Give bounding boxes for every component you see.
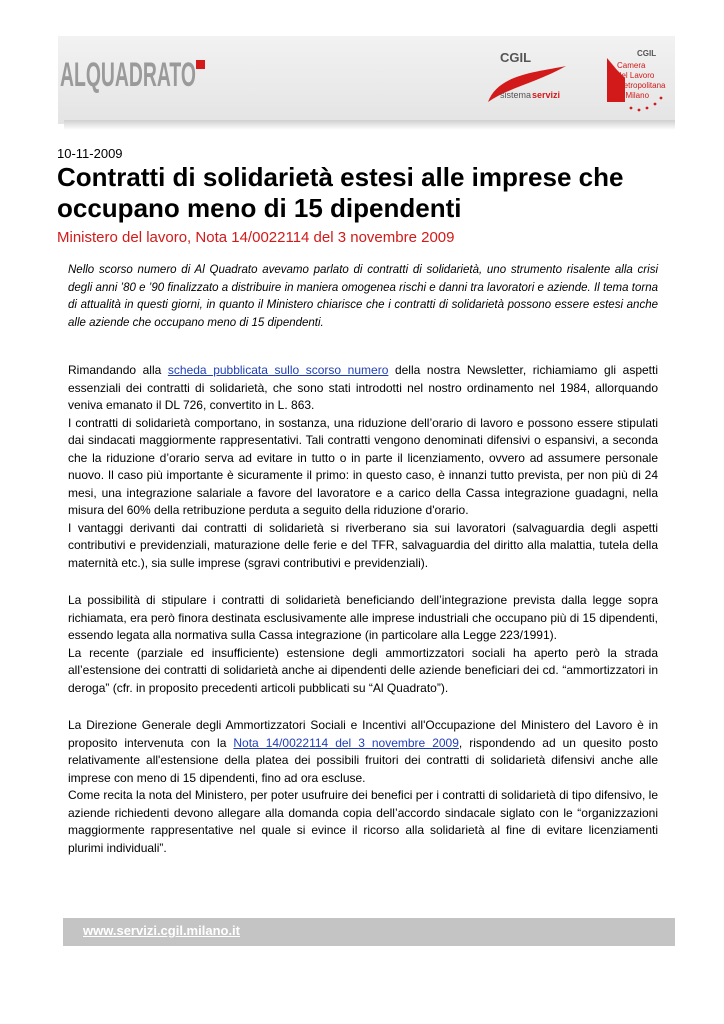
article-title: Contratti di solidarietà estesi alle imprese che occupano meno di 15 dipendenti [57, 162, 624, 223]
paragraph-3: I vantaggi derivanti dai contratti di solidarietà si riverberano sia sui lavoratori (salvaguardia degli aspetti contributivi e previdenziali, maturazione delle ferie e del TFR, salvaguardia del diritto alla malattia, tutela della maternità etc.), sia sulle imprese (sgravi contributivi e previdenziali). [68, 520, 658, 570]
camera-del-lavoro-logo [603, 44, 673, 120]
footer-bar [63, 918, 675, 946]
p1-text-before: Rimandando alla [68, 363, 168, 377]
paragraph-1 [68, 362, 658, 415]
camera-line-1: Camera [617, 61, 646, 70]
sistema-text: sistema [500, 90, 532, 100]
article-intro: Nello scorso numero di Al Quadrato avevamo parlato di contratti di solidarietà, uno strumento risalente alla crisi degli anni ’80 e ’90 finalizzato a distribuire in maniera omogenea rischi e danni tra lavoratori e aziende. Il tema torna di attualità in questi giorni, in quanto il Ministero chiarisce che i contratti di solidarietà possono essere estesi anche alle aziende che occupano meno di 15 dipendenti. [68, 264, 658, 329]
paragraph-5: La recente (parziale ed insufficiente) estensione degli ammortizzatori sociali ha aperto però la strada all’estensione dei contratti di solidarietà anche ai dipendenti delle aziende beneficiari dei cd. “ammortizzatori in deroga” (cfr. in proposito precedenti articoli pubblicati su “Al Quadrato”). [68, 645, 658, 695]
logo-wordmark: ALQUADRATO [60, 56, 196, 94]
article-subtitle: Ministero del lavoro, Nota 14/0022114 del 3 novembre 2009 [57, 229, 455, 246]
footer-url-link[interactable]: www.servizi.cgil.milano.it [83, 923, 241, 938]
paragraph-2: I contratti di solidarietà comportano, in sostanza, una riduzione dell’orario di lavoro e possono essere stipulati dai sindacati maggiormente rappresentativi. Tali contratti vengono denominati difensivi o espansivi, a seconda che la riduzione d’orario serva ad evitare in tutto o in parte il licenziamento, ovvero ad assumere personale nuovo. Il caso più importante è sicuramente il primo: in questo caso, è innanzi tutto prevista, per non più di 24 mesi, una integrazione salariale a favore del lavoratore e a carico della Cassa integrazione guadagni, nella misura del 60% della retribuzione perduta a seguito della riduzione d'orario. [68, 415, 658, 517]
p6-text-before: La Direzione Generale degli Ammortizzatori Sociali e Incentivi all'Occupazione del Ministero del Lavoro è in proposito intervenuta con la [68, 718, 658, 750]
header-shadow [64, 120, 675, 130]
paragraph-6 [68, 717, 658, 787]
camera-line-4: di Milano [617, 91, 650, 100]
article-body [68, 362, 658, 857]
logo-red-square [196, 60, 205, 69]
servizi-text: servizi [532, 90, 561, 100]
header-band [58, 28, 675, 130]
paragraph-7: Come recita la nota del Ministero, per poter usufruire dei benefici per i contratti di solidarietà di tipo difensivo, le aziende richiedenti devono allegare alla domanda copia dell’accordo sindacale siglato con le “organizzazioni maggiormente rappresentative nel quale si evince il ricorso alla solidarietà al fine di evitare licenziamenti plurimi individuali”. [68, 788, 658, 855]
nota-link[interactable]: Nota 14/0022114 del 3 novembre 2009 [233, 735, 459, 750]
p1-text-after: della nostra Newsletter, richiamiamo gli aspetti essenziali dei contratti di solidarietà, che sono stati introdotti nel nostro ordinamento nel 1984, allorquando veniva emanato il DL 726, convertito in L. 863. [68, 363, 658, 412]
article-date: 10-11-2009 [57, 146, 123, 161]
scheda-link[interactable]: scheda pubblicata sullo scorso numero [167, 363, 389, 377]
camera-line-2: del Lavoro [617, 71, 655, 80]
cgil-text: CGIL [500, 50, 532, 65]
p6-text-after: , rispondendo ad un quesito posto relativamente all'estensione della platea dei possibili fruitori dei contratti di solidarietà difensivi anche alle imprese con meno di 15 dipendenti, fino ad ora escluse. [68, 735, 658, 785]
cgil-servizi-logo [478, 44, 570, 116]
al-quadrato-logo [58, 46, 208, 96]
camera-cgil-text: CGIL [637, 49, 657, 58]
paragraph-4: La possibilità di stipulare i contratti di solidarietà beneficiando dell’integrazione prevista dalla legge sopra richiamata, era però finora destinata esclusivamente alle imprese industriali che occupano più di 15 dipendenti, essendo legata alla normativa sulla Cassa integrazione (in particolare alla Legge 223/1991). [68, 593, 658, 642]
camera-line-3: Metropolitana [617, 81, 666, 90]
